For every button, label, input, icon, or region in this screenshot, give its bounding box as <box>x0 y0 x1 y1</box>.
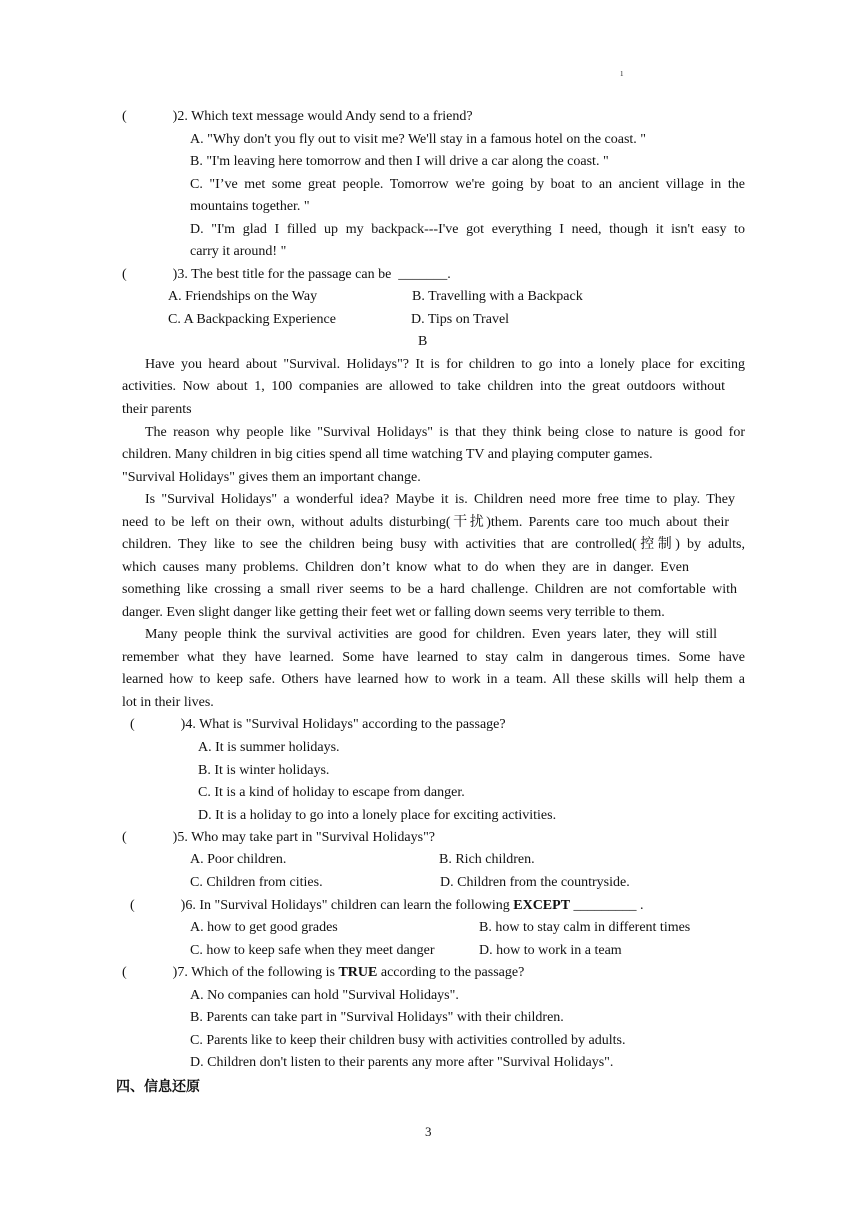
fill-blank: _______ <box>398 267 448 282</box>
answer-paren: ( <box>122 267 127 282</box>
question-6 <box>130 897 644 915</box>
q3-option-a: A. Friendships on the Way <box>168 289 318 304</box>
passage-line: children. Many children in big cities spend all time watching TV and playing computer games. <box>122 447 653 462</box>
passage-line: activities. Now about 1, 100 companies are allowed to take children into the great outdoors without <box>122 379 725 394</box>
question-text: )5. Who may take part in "Survival Holidays"? <box>172 830 436 845</box>
q3-option-d: D. Tips on Travel <box>411 312 510 327</box>
q7-option-b: B. Parents can take part in "Survival Holidays" with their children. <box>190 1010 564 1025</box>
answer-paren: ( <box>130 717 135 732</box>
question-5 <box>122 829 435 847</box>
emphasis-except: EXCEPT <box>513 898 571 913</box>
question-7 <box>122 964 524 982</box>
question-4 <box>130 716 506 734</box>
q6-option-d: D. how to work in a team <box>479 943 622 958</box>
passage-line: Is "Survival Holidays" a wonderful idea? Maybe it is. Children need more free time to play. They <box>145 492 735 507</box>
question-end: . <box>640 898 644 913</box>
passage-line: which causes many problems. Children don’t know what to do when they are in danger. Even <box>122 560 689 575</box>
q2-option-b: B. "I'm leaving here tomorrow and then I will drive a car along the coast. " <box>190 154 609 169</box>
passage-line: their parents <box>122 402 192 417</box>
question-end: . <box>447 267 451 282</box>
q4-option-b: B. It is winter holidays. <box>198 763 330 778</box>
q2-option-c: C. "I’ve met some great people. Tomorrow we're going by boat to an ancient village in the <box>190 177 745 192</box>
passage-line: lot in their lives. <box>122 695 214 710</box>
passage-line: children. They like to see the children being busy with activities that are controlled(控制) by adults, <box>122 537 745 552</box>
question-text: )3. The best title for the passage can be <box>172 267 392 282</box>
passage-line: remember what they have learned. Some have learned to stay calm in dangerous times. Some have <box>122 650 745 665</box>
answer-paren: ( <box>122 830 127 845</box>
section-four-heading: 四、信息还原 <box>116 1079 200 1095</box>
q4-option-a: A. It is summer holidays. <box>198 740 340 755</box>
section-b-title: B <box>418 334 428 349</box>
question-text-rest: according to the passage? <box>380 965 525 980</box>
answer-paren: ( <box>130 898 135 913</box>
q5-option-b: B. Rich children. <box>439 852 535 867</box>
q7-option-a: A. No companies can hold "Survival Holidays". <box>190 988 459 1003</box>
answer-paren: ( <box>122 109 127 124</box>
passage-line: Have you heard about "Survival. Holidays"? It is for children to go into a lonely place for exciting <box>145 357 745 372</box>
passage-line: The reason why people like "Survival Holidays" is that they think being close to nature is good for <box>145 425 745 440</box>
q5-option-d: D. Children from the countryside. <box>440 875 630 890</box>
header-mark: 1 <box>620 70 624 78</box>
q7-option-d: D. Children don't listen to their parents any more after "Survival Holidays". <box>190 1055 614 1070</box>
passage-line: danger. Even slight danger like getting their feet wet or falling down seems very terrible to them. <box>122 605 665 620</box>
passage-line: learned how to keep safe. Others have learned how to work in a team. All these skills will help them a <box>122 672 745 687</box>
q6-option-a: A. how to get good grades <box>190 920 338 935</box>
question-2 <box>122 108 473 126</box>
q6-option-c: C. how to keep safe when they meet danger <box>190 943 435 958</box>
q3-option-c: C. A Backpacking Experience <box>168 312 336 327</box>
q4-option-d: D. It is a holiday to go into a lonely place for exciting activities. <box>198 808 557 823</box>
question-3 <box>122 266 451 284</box>
page-number: 3 <box>425 1124 432 1139</box>
q7-option-c: C. Parents like to keep their children busy with activities controlled by adults. <box>190 1033 626 1048</box>
question-text: )7. Which of the following is <box>172 965 335 980</box>
q2-option-c-cont: mountains together. " <box>190 199 310 214</box>
question-text: )4. What is "Survival Holidays" according to the passage? <box>180 717 506 732</box>
q5-option-c: C. Children from cities. <box>190 875 323 890</box>
passage-line: something like crossing a small river seems to be a hard challenge. Children are not comfortable with <box>122 582 737 597</box>
fill-blank: _________ <box>573 898 637 913</box>
question-text: )2. Which text message would Andy send to a friend? <box>172 109 473 124</box>
passage-line: Many people think the survival activities are good for children. Even years later, they will still <box>145 627 717 642</box>
q2-option-d-cont: carry it around! " <box>190 244 287 259</box>
q4-option-c: C. It is a kind of holiday to escape from danger. <box>198 785 465 800</box>
q2-option-d: D. "I'm glad I filled up my backpack---I've got everything I need, though it isn't easy to <box>190 222 745 237</box>
q5-option-a: A. Poor children. <box>190 852 287 867</box>
q3-option-b: B. Travelling with a Backpack <box>412 289 583 304</box>
passage-line: "Survival Holidays" gives them an important change. <box>122 470 421 485</box>
question-text: )6. In "Survival Holidays" children can learn the following <box>180 898 510 913</box>
answer-paren: ( <box>122 965 127 980</box>
passage-line: need to be left on their own, without adults disturbing(干扰)them. Parents care too much about their <box>122 515 729 530</box>
q6-option-b: B. how to stay calm in different times <box>479 920 691 935</box>
q2-option-a: A. "Why don't you fly out to visit me? We'll stay in a famous hotel on the coast. " <box>190 132 647 147</box>
emphasis-true: TRUE <box>338 965 378 980</box>
